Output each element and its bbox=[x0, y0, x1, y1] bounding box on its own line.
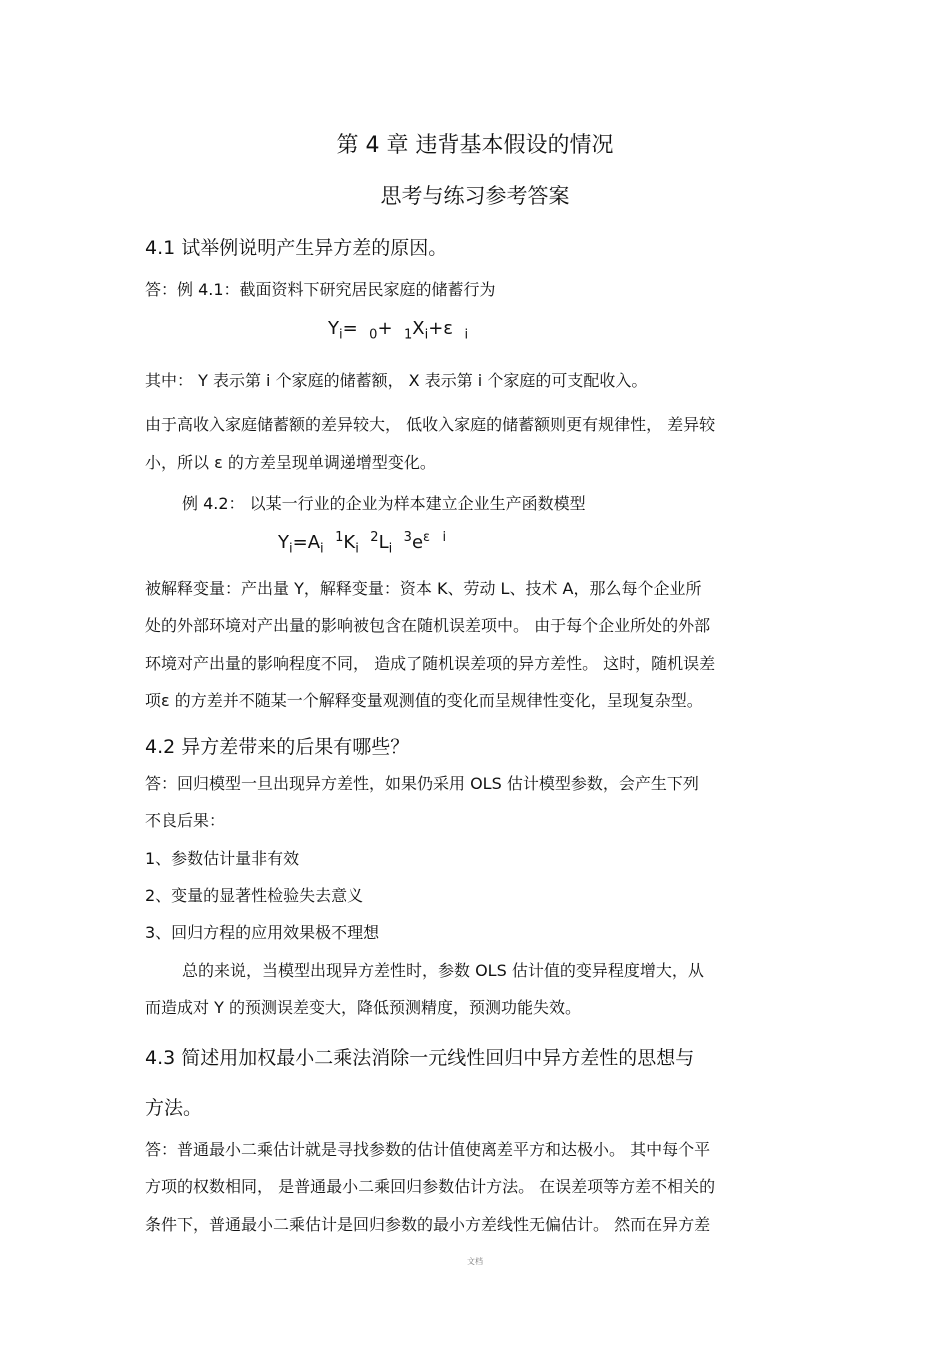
question-4-1-heading: 4.1 试举例说明产生异方差的原因。 bbox=[145, 237, 448, 259]
paragraph-2-line-4: 项ε 的方差并不随某一个解释变量观测值的变化而呈规律性变化，呈现复杂型。 bbox=[145, 691, 703, 710]
paragraph-1-line-2: 小，所以 ε 的方差呈现单调递增型变化。 bbox=[145, 453, 436, 472]
paragraph-2-line-1: 被解释变量：产出量 Y，解释变量：资本 K、劳动 L、技术 A，那么每个企业所 bbox=[145, 579, 702, 598]
answer-4-3-line-2: 方项的权数相同， 是普通最小二乘回归参数估计方法。 在误差项等方差不相关的 bbox=[145, 1177, 716, 1196]
summary-line-2: 而造成对 Y 的预测误差变大，降低预测精度，预测功能失效。 bbox=[145, 998, 581, 1017]
summary-line-1: 总的来说，当模型出现异方差性时，参数 OLS 估计值的变异程度增大，从 bbox=[182, 961, 704, 980]
paragraph-1-line-1: 由于高收入家庭储蓄额的差异较大， 低收入家庭的储蓄额则更有规律性， 差异较 bbox=[145, 415, 716, 434]
example-4-2-line: 例 4.2： 以某一行业的企业为样本建立企业生产函数模型 bbox=[182, 494, 586, 513]
consequence-item-1: 1、参数估计量非有效 bbox=[145, 849, 300, 868]
consequence-item-3: 3、回归方程的应用效果极不理想 bbox=[145, 923, 380, 942]
answer-4-2-line-1: 答：回归模型一旦出现异方差性，如果仍采用 OLS 估计模型参数，会产生下列 bbox=[145, 774, 699, 793]
question-4-3-heading-line-2: 方法。 bbox=[145, 1097, 203, 1119]
answer-4-3-line-1: 答：普通最小二乘估计就是寻找参数的估计值使离差平方和达极小。 其中每个平 bbox=[145, 1140, 711, 1159]
paragraph-2-line-3: 环境对产出量的影响程度不同， 造成了随机误差项的异方差性。 这时，随机误差 bbox=[145, 654, 716, 673]
answer-4-2-line-2: 不良后果： bbox=[145, 811, 226, 830]
question-4-3-heading-line-1: 4.3 简述用加权最小二乘法消除一元线性回归中异方差性的思想与 bbox=[145, 1047, 695, 1069]
question-4-2-heading: 4.2 异方差带来的后果有哪些？ bbox=[145, 736, 410, 758]
paragraph-2-line-2: 处的外部环境对产出量的影响被包含在随机误差项中。 由于每个企业所处的外部 bbox=[145, 616, 711, 635]
formula-savings-model: $Y_i= _0+ _1X_i+\varepsilon$ $_i$ bbox=[328, 318, 469, 343]
consequence-item-2: 2、变量的显著性检验失去意义 bbox=[145, 886, 364, 905]
where-definition-line: 其中： Y 表示第 i 个家庭的储蓄额， X 表示第 i 个家庭的可支配收入。 bbox=[145, 371, 648, 390]
answer-4-1-intro: 答：例 4.1：截面资料下研究居民家庭的储蓄行为 bbox=[145, 280, 496, 299]
page-footer: 文档 bbox=[467, 1257, 483, 1266]
chapter-subtitle: 思考与练习参考答案 bbox=[380, 184, 570, 208]
answer-4-3-line-3: 条件下，普通最小二乘估计是回归参数的最小方差线性无偏估计。 然而在异方差 bbox=[145, 1215, 711, 1234]
chapter-title: 第 4 章 违背基本假设的情况 bbox=[336, 133, 614, 158]
formula-production-model: $Y_i=A_i$ $^1K_i$ $^2L_i$ $^3e^{\varepsilon i}$ bbox=[278, 530, 447, 557]
